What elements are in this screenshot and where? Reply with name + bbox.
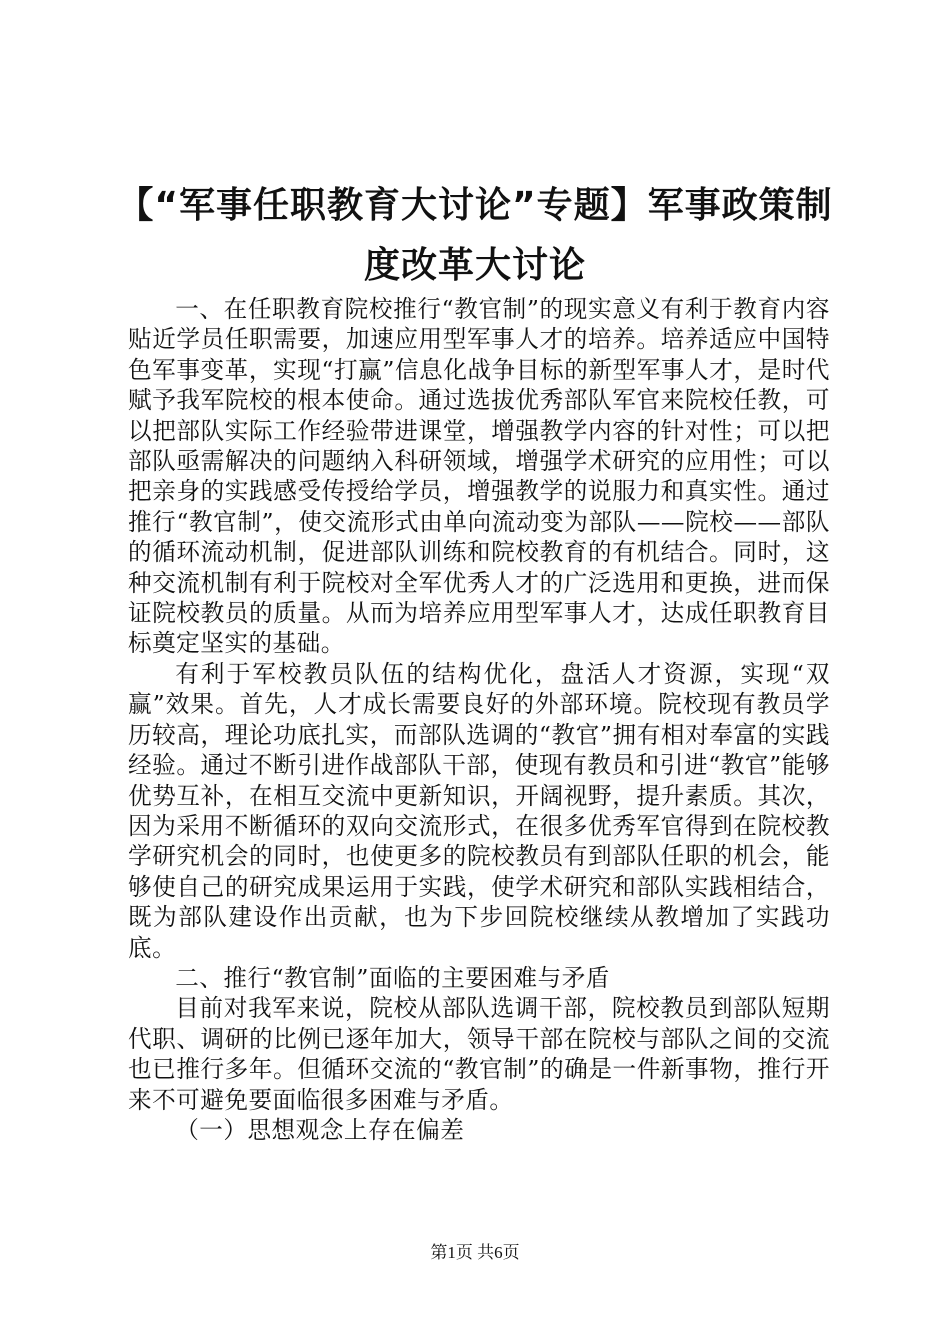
document-body — [128, 294, 830, 1145]
section-heading: 二、推行“教官制”面临的主要困难与矛盾 — [175, 963, 610, 992]
paragraph: 有利于军校教员队伍的结构优化，盘活人才资源，实现“双赢”效果。首先，人才成长需要良好的外部环境。院校现有教员学历较高，理论功底扎实，而部队选调的“教官”拥有相对奉富的实践经验。通过不断引进作战部队干部，使现有教员和引进“教官”能够优势互补，在相互交流中更新知识，开阔视野，提升素质。其次，因为采用不断循环的双向交流形式，在很多优秀军官得到在院校教学研究机会的同时，也使更多的院校教员有到部队任职的机会，能够使自己的研究成果运用于实践，使学术研究和部队实践相结合，既为部队建设作出贡献，也为下步回院校继续从教增加了实践功底。 — [128, 659, 830, 962]
subsection-heading: （一）思想观念上存在偏差 — [175, 1115, 465, 1144]
page-number-footer: 第1页 共6页 — [430, 1243, 520, 1262]
paragraph: 目前对我军来说，院校从部队选调干部，院校教员到部队短期代职、调研的比例已逐年加大，领导干部在院校与部队之间的交流也已推行多年。但循环交流的“教官制”的确是一件新事物，推行开来不可避免要面临很多困难与矛盾。 — [128, 994, 830, 1114]
paragraph: 一、在任职教育院校推行“教官制”的现实意义有利于教育内容贴近学员任职需要，加速应用型军事人才的培养。培养适应中国特色军事变革，实现“打赢”信息化战争目标的新型军事人才，是时代赋予我军院校的根本使命。通过选拔优秀部队军官来院校任教，可以把部队实际工作经验带进课堂，增强教学内容的针对性；可以把部队亟需解决的问题纳入科研领域，增强学术研究的应用性；可以把亲身的实践感受传授给学员，增强教学的说服力和真实性。通过推行“教官制”，使交流形式由单向流动变为部队——院校——部队的循环流动机制，促进部队训练和院校教育的有机结合。同时，这种交流机制有利于院校对全军优秀人才的广泛选用和更换，进而保证院校教员的质量。从而为培养应用型军事人才，达成任职教育目标奠定坚实的基础。 — [128, 295, 830, 658]
document-title: 【“军事任职教育大讨论”专题】军事政策制度改革大讨论 — [117, 185, 833, 286]
